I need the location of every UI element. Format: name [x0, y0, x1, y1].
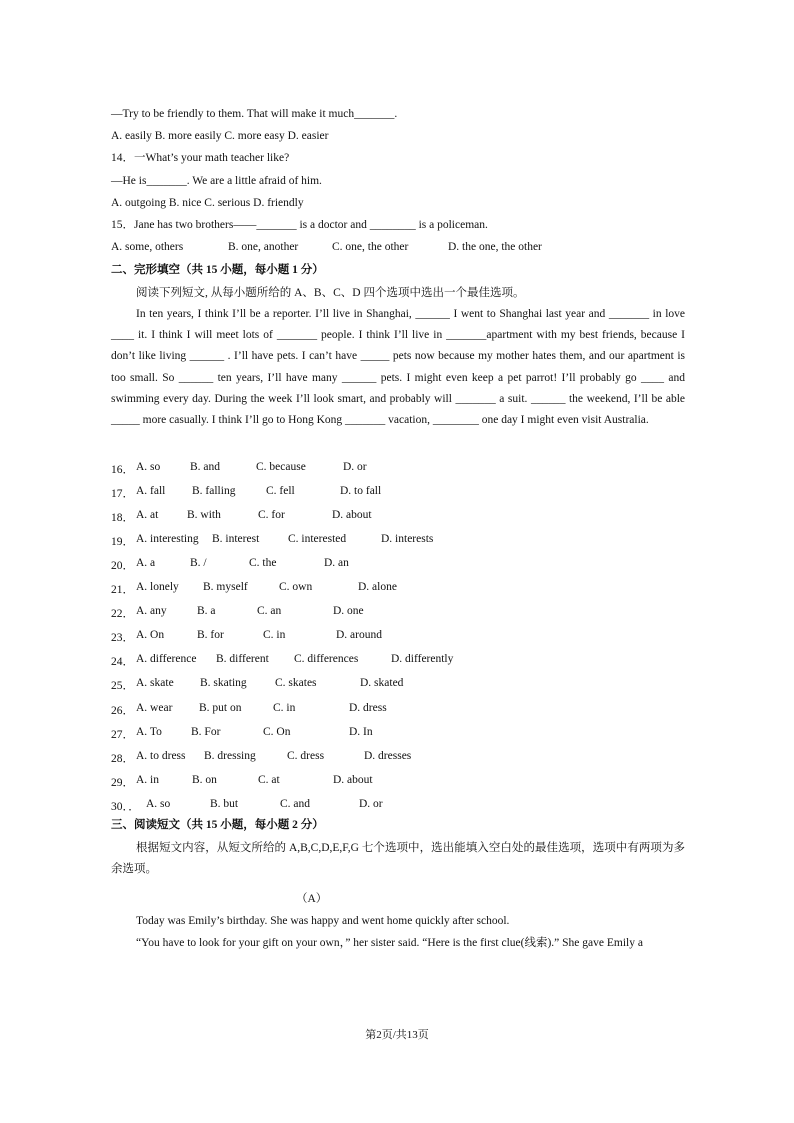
question-option: D. In — [349, 725, 373, 738]
question-number: 18． — [111, 512, 134, 525]
passage-label-a: （A） — [296, 893, 328, 905]
question-option: D. or — [343, 461, 367, 473]
question-option: C. at — [258, 773, 280, 786]
question-option: A. to dress — [136, 749, 186, 762]
question-option: D. skated — [360, 677, 404, 690]
question-option: C. On — [263, 725, 291, 738]
question-option: B. a — [197, 605, 216, 618]
passage-a-line-2: “You have to look for your gift on your own，” her sister said. “Here is the first clue(线索).” She gave Emily a — [136, 937, 643, 949]
question-option: A. fall — [136, 485, 166, 498]
question-option: A. at — [136, 509, 159, 522]
question-option: A. so — [136, 461, 161, 473]
q14-dialog-line: —He is_______. We are a little afraid of him. — [111, 175, 322, 187]
question-option: C. in — [263, 629, 286, 642]
question-option: D. about — [333, 773, 373, 786]
question-option: B. For — [191, 725, 221, 738]
question-option: B. but — [210, 797, 239, 810]
question-option: C. and — [280, 797, 311, 810]
question-option: A. a — [136, 557, 156, 570]
question-number: 29． — [111, 776, 134, 789]
question-option: B. interest — [212, 533, 260, 546]
question-option: B. on — [192, 773, 217, 786]
question-option: C. an — [257, 605, 282, 618]
question-option: D. one — [333, 605, 364, 618]
question-option: B. with — [187, 509, 221, 522]
q15-option-c: C. one, the other — [332, 241, 409, 253]
q15-option-d: D. the one, the other — [448, 241, 542, 253]
cloze-passage: In ten years, I think I’ll be a reporter. I’ll live in Shanghai, ______ I went to Shanghai last year and _______ in love ____ it. I think I will meet lots of _______ people. I think I’ll live in _______apartment with my best friends, because I don’t like living ______ . I’ll have pets. I can’t have _____ pets now because my mother hates them, and our apartment is too small. So ______ ten years, I’ll have many ______ pets. I might even keep a pet parrot! I’ll probably go ____ and swimming every day. During the week I’ll look smart, and probably will _______ a suit. ______ the weekend, I’ll be able _____ more casually. I think I’ll go to Hong Kong _______ vacation, ________ one day I might even visit Australia. — [111, 308, 685, 427]
question-option: A. so — [146, 797, 171, 810]
question-option: D. to fall — [340, 485, 382, 498]
question-number: 20． — [111, 560, 134, 573]
q15-option-a: A. some, others — [111, 241, 184, 253]
section2-heading: 二、完形填空（共 15 小题，每小题 1 分） — [111, 264, 324, 276]
question-number: 16． — [111, 464, 134, 476]
question-option: D. about — [332, 509, 372, 522]
question-number: 25． — [111, 680, 134, 693]
question-number: 24． — [111, 656, 134, 669]
question-option: B. skating — [200, 677, 247, 690]
question-option: B. myself — [203, 581, 248, 594]
question-option: D. dresses — [364, 749, 412, 762]
question-number: 23． — [111, 632, 134, 645]
q15-option-b: B. one, another — [228, 241, 299, 253]
q13-dialog-line: —Try to be friendly to them. That will make it much_______. — [111, 108, 398, 120]
question-number: 27． — [111, 728, 134, 741]
question-option: A. difference — [136, 653, 197, 666]
section3-instruction: 根据短文内容，从短文所给的 A,B,C,D,E,F,G 七个选项中，选出能填入空白处的最佳选项，选项中有两项为多余选项。 — [111, 842, 685, 876]
section2-instruction: 阅读下列短文, 从每小题所给的 A、B、C、D 四个选项中选出一个最佳选项。 — [136, 287, 525, 299]
question-option: A. any — [136, 605, 167, 618]
q14-options: A. outgoing B. nice C. serious D. friendly — [111, 197, 304, 209]
question-option: C. interested — [288, 533, 347, 546]
question-option: C. fell — [266, 485, 295, 498]
question-option: C. because — [256, 461, 306, 473]
question-option: B. different — [216, 653, 269, 666]
question-option: A. interesting — [136, 533, 199, 546]
question-option: D. alone — [358, 581, 397, 594]
question-number: 28． — [111, 752, 134, 765]
question-option: C. in — [273, 701, 296, 714]
question-option: C. skates — [275, 677, 317, 690]
question-option: D. an — [324, 557, 349, 570]
question-option: B. for — [197, 629, 224, 642]
q13-options: A. easily B. more easily C. more easy D. easier — [111, 130, 329, 142]
page-footer: 第2页/共13页 — [365, 1029, 429, 1041]
question-option: A. skate — [136, 677, 174, 690]
question-option: B. put on — [199, 701, 242, 714]
question-option: C. dress — [287, 749, 325, 762]
question-option: A. To — [136, 725, 162, 738]
question-option: B. and — [190, 461, 221, 473]
question-option: A. wear — [136, 701, 173, 714]
question-option: C. the — [249, 557, 277, 570]
passage-a-line-1: Today was Emily’s birthday. She was happy and went home quickly after school. — [136, 915, 510, 927]
question-option: A. On — [136, 629, 165, 642]
question-option: C. differences — [294, 653, 359, 666]
question-option: D. dress — [349, 701, 387, 714]
question-option: D. differently — [391, 653, 454, 666]
question-option: C. own — [279, 581, 313, 594]
question-number: 21． — [111, 584, 134, 597]
question-option: D. around — [336, 629, 382, 642]
q15-stem: 15．Jane has two brothers——_______ is a doctor and ________ is a policeman. — [111, 219, 488, 231]
question-number: 30．． — [111, 800, 140, 813]
question-number: 26． — [111, 704, 134, 717]
q14-stem: 14．一What’s your math teacher like? — [111, 152, 290, 164]
question-option: B. falling — [192, 485, 236, 498]
question-option: D. or — [359, 797, 383, 810]
question-option: B. dressing — [204, 749, 256, 762]
question-number: 22． — [111, 608, 134, 621]
question-option: A. in — [136, 773, 159, 786]
question-number: 19． — [111, 536, 134, 549]
question-option: A. lonely — [136, 581, 179, 594]
question-option: B. / — [190, 557, 207, 570]
question-option: D. interests — [381, 533, 434, 546]
question-number: 17． — [111, 488, 134, 501]
section3-heading: 三、阅读短文（共 15 小题，每小题 2 分） — [111, 819, 324, 831]
question-option: C. for — [258, 509, 285, 522]
